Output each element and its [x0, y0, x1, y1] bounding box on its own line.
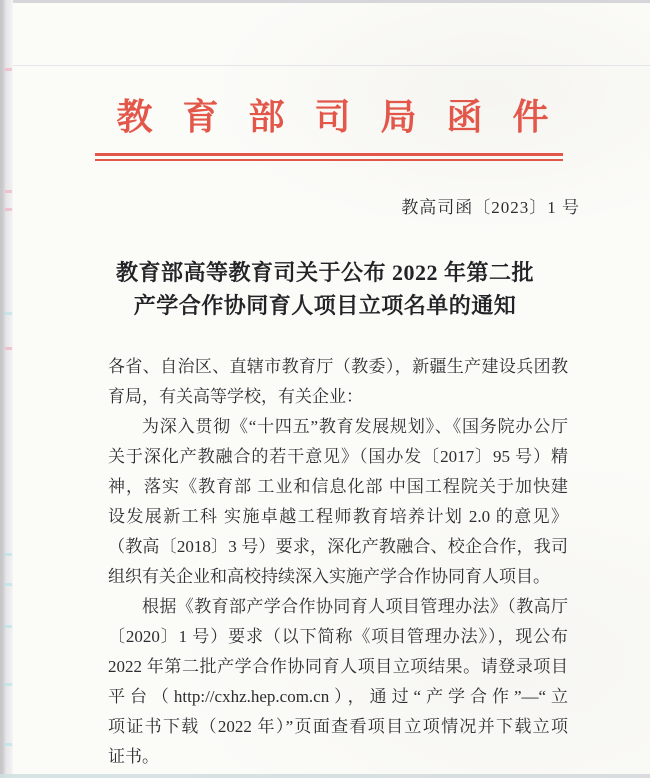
scan-edge-bottom — [0, 774, 650, 778]
scan-tick — [5, 625, 12, 628]
body-line: 关于深化产教融合的若干意见》（国办发〔2017〕95 号）精 — [108, 447, 568, 466]
body-line: 各省、自治区、直辖市教育厅（教委），新疆生产建设兵团教 — [108, 357, 568, 376]
scan-edge-left — [0, 0, 13, 778]
scan-artifact-line — [13, 65, 650, 66]
letterhead-double-rule — [95, 153, 563, 161]
doc-number: 教高司函〔2023〕1 号 — [401, 198, 580, 217]
body-line: 项证书下载（2022 年）”页面查看项目立项情况并下载立项 — [108, 717, 568, 736]
notice-title-line2: 产学合作协同育人项目立项名单的通知 — [133, 293, 517, 318]
scan-tick — [5, 190, 12, 193]
body-line: （教高〔2018〕3 号）要求，深化产教融合、校企合作，我司 — [108, 537, 568, 556]
scan-tick — [5, 553, 12, 556]
scan-tick — [5, 683, 12, 686]
scan-tick — [5, 208, 12, 211]
body-line: 证书。 — [108, 747, 159, 766]
notice-title-line1: 教育部高等教育司关于公布 2022 年第二批 — [115, 260, 534, 285]
scan-tick — [5, 583, 12, 586]
scan-tick — [5, 743, 12, 746]
scan-tick — [5, 347, 12, 350]
body-line: 根据《教育部产学合作协同育人项目管理办法》（教高厅 — [142, 597, 568, 616]
letter-body — [108, 352, 568, 772]
body-line: 〔2020〕1 号）要求（以下简称《项目管理办法》），现公布 — [108, 627, 568, 646]
body-line: 为深入贯彻《“十四五”教育发展规划》、《国务院办公厅 — [142, 417, 568, 436]
body-line: 设发展新工科 实施卓越工程师教育培养计划 2.0 的意见》 — [108, 507, 568, 526]
body-line: 神，落实《教育部 工业和信息化部 中国工程院关于加快建 — [108, 477, 568, 496]
body-line: 育局，有关高等学校，有关企业： — [108, 387, 363, 406]
scan-edge-top — [0, 0, 650, 3]
body-line: 2022 年第二批产学合作协同育人项目立项结果。请登录项目 — [108, 657, 568, 676]
body-line: 平台（http://cxhz.hep.com.cn），通过“产学合作”—“立 — [108, 687, 568, 706]
scan-tick — [5, 68, 12, 71]
letterhead-title: 教育部司局函件 — [116, 97, 579, 137]
scan-tick — [5, 312, 12, 315]
body-line: 组织有关企业和高校持续深入实施产学合作协同育人项目。 — [108, 567, 550, 586]
notice-title — [85, 256, 565, 322]
